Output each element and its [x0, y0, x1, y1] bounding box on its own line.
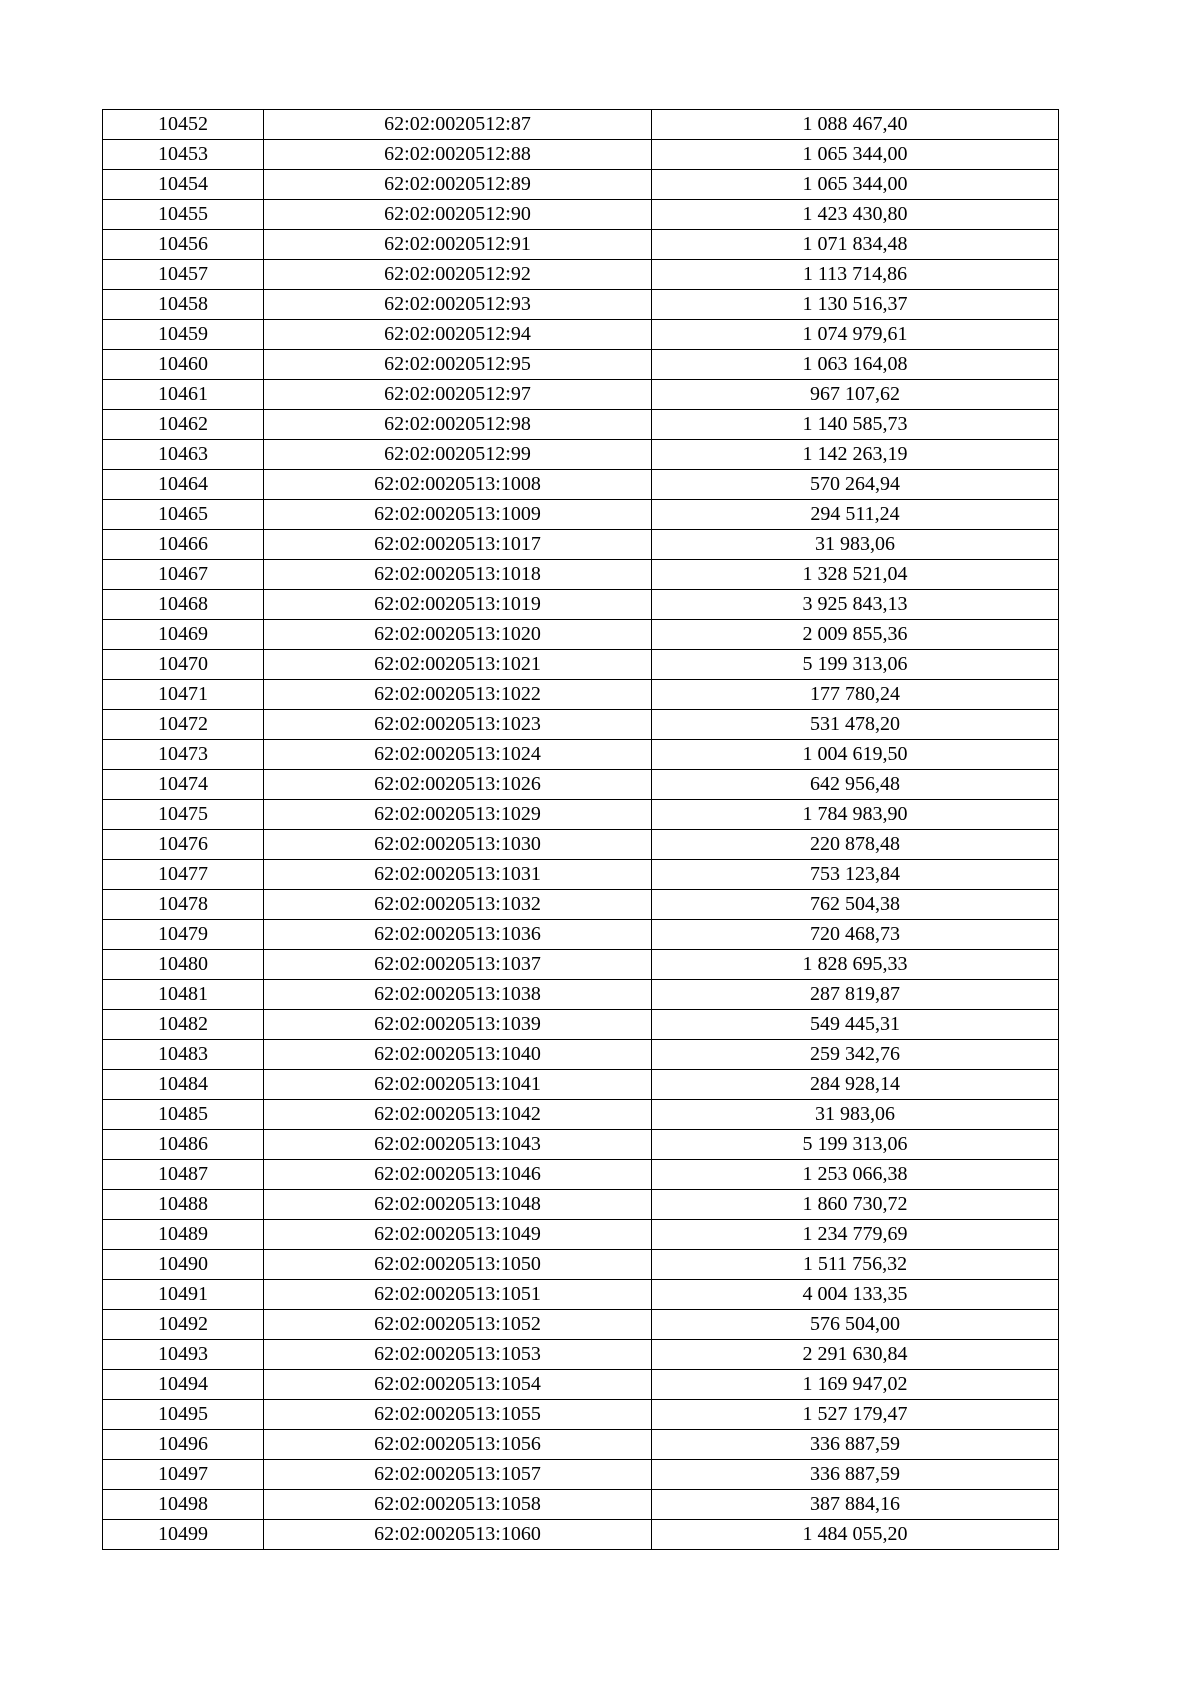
cadastral-value-cell: 1 065 344,00: [652, 170, 1059, 200]
table-row: [103, 1160, 1059, 1190]
cadastral-value-cell: 967 107,62: [652, 380, 1059, 410]
cadastral-value-cell: 1 004 619,50: [652, 740, 1059, 770]
table-row: [103, 1310, 1059, 1340]
table-row: [103, 1250, 1059, 1280]
table-row: [103, 740, 1059, 770]
cadastral-number-cell: 62:02:0020513:1043: [264, 1130, 652, 1160]
row-number-cell: 10468: [103, 590, 264, 620]
table-row: [103, 350, 1059, 380]
cadastral-number-cell: 62:02:0020512:91: [264, 230, 652, 260]
row-number-cell: 10492: [103, 1310, 264, 1340]
cadastral-value-cell: 762 504,38: [652, 890, 1059, 920]
cadastral-value-cell: 259 342,76: [652, 1040, 1059, 1070]
table-row: [103, 1520, 1059, 1550]
row-number-cell: 10494: [103, 1370, 264, 1400]
row-number-cell: 10497: [103, 1460, 264, 1490]
table-row: [103, 980, 1059, 1010]
cadastral-number-cell: 62:02:0020513:1052: [264, 1310, 652, 1340]
cadastral-value-cell: 1 234 779,69: [652, 1220, 1059, 1250]
cadastral-number-cell: 62:02:0020513:1036: [264, 920, 652, 950]
cadastral-number-cell: 62:02:0020513:1030: [264, 830, 652, 860]
row-number-cell: 10464: [103, 470, 264, 500]
table-row: [103, 1430, 1059, 1460]
cadastral-number-cell: 62:02:0020512:92: [264, 260, 652, 290]
table-row: [103, 1190, 1059, 1220]
row-number-cell: 10477: [103, 860, 264, 890]
cadastral-number-cell: 62:02:0020513:1041: [264, 1070, 652, 1100]
cadastral-number-cell: 62:02:0020513:1009: [264, 500, 652, 530]
cadastral-value-cell: 753 123,84: [652, 860, 1059, 890]
table-row: [103, 620, 1059, 650]
row-number-cell: 10454: [103, 170, 264, 200]
cadastral-number-cell: 62:02:0020513:1053: [264, 1340, 652, 1370]
cadastral-number-cell: 62:02:0020513:1023: [264, 710, 652, 740]
table-row: [103, 890, 1059, 920]
table-row: [103, 800, 1059, 830]
row-number-cell: 10469: [103, 620, 264, 650]
table-row: [103, 650, 1059, 680]
cadastral-number-cell: 62:02:0020513:1038: [264, 980, 652, 1010]
cadastral-value-cell: 1 511 756,32: [652, 1250, 1059, 1280]
cadastral-number-cell: 62:02:0020513:1024: [264, 740, 652, 770]
cadastral-number-cell: 62:02:0020513:1029: [264, 800, 652, 830]
cadastral-number-cell: 62:02:0020513:1040: [264, 1040, 652, 1070]
table-row: [103, 860, 1059, 890]
table-row: [103, 1100, 1059, 1130]
row-number-cell: 10481: [103, 980, 264, 1010]
cadastral-value-cell: 1 423 430,80: [652, 200, 1059, 230]
row-number-cell: 10456: [103, 230, 264, 260]
row-number-cell: 10490: [103, 1250, 264, 1280]
row-number-cell: 10461: [103, 380, 264, 410]
table-row: [103, 770, 1059, 800]
cadastral-value-cell: 1 527 179,47: [652, 1400, 1059, 1430]
cadastral-value-cell: 1 130 516,37: [652, 290, 1059, 320]
table-row: [103, 170, 1059, 200]
row-number-cell: 10499: [103, 1520, 264, 1550]
row-number-cell: 10457: [103, 260, 264, 290]
table-row: [103, 260, 1059, 290]
row-number-cell: 10458: [103, 290, 264, 320]
cadastral-number-cell: 62:02:0020513:1017: [264, 530, 652, 560]
table-row: [103, 470, 1059, 500]
cadastral-number-cell: 62:02:0020513:1037: [264, 950, 652, 980]
row-number-cell: 10466: [103, 530, 264, 560]
row-number-cell: 10491: [103, 1280, 264, 1310]
cadastral-value-cell: 642 956,48: [652, 770, 1059, 800]
cadastral-number-cell: 62:02:0020513:1057: [264, 1460, 652, 1490]
row-number-cell: 10493: [103, 1340, 264, 1370]
cadastral-number-cell: 62:02:0020513:1039: [264, 1010, 652, 1040]
cadastral-number-cell: 62:02:0020512:87: [264, 110, 652, 140]
cadastral-value-cell: 5 199 313,06: [652, 650, 1059, 680]
table-body: [103, 110, 1059, 1550]
table-row: [103, 500, 1059, 530]
cadastral-value-cell: 177 780,24: [652, 680, 1059, 710]
row-number-cell: 10471: [103, 680, 264, 710]
table-row: [103, 950, 1059, 980]
cadastral-value-cell: 576 504,00: [652, 1310, 1059, 1340]
cadastral-value-cell: 2 009 855,36: [652, 620, 1059, 650]
row-number-cell: 10478: [103, 890, 264, 920]
cadastral-value-cell: 570 264,94: [652, 470, 1059, 500]
cadastral-value-cell: 4 004 133,35: [652, 1280, 1059, 1310]
row-number-cell: 10460: [103, 350, 264, 380]
table-row: [103, 560, 1059, 590]
cadastral-number-cell: 62:02:0020513:1056: [264, 1430, 652, 1460]
row-number-cell: 10495: [103, 1400, 264, 1430]
cadastral-value-cell: 1 253 066,38: [652, 1160, 1059, 1190]
cadastral-value-cell: 720 468,73: [652, 920, 1059, 950]
row-number-cell: 10480: [103, 950, 264, 980]
cadastral-value-cell: 1 484 055,20: [652, 1520, 1059, 1550]
cadastral-number-cell: 62:02:0020512:90: [264, 200, 652, 230]
cadastral-number-cell: 62:02:0020512:95: [264, 350, 652, 380]
table-row: [103, 410, 1059, 440]
table-row: [103, 1070, 1059, 1100]
table-row: [103, 1220, 1059, 1250]
row-number-cell: 10473: [103, 740, 264, 770]
cadastral-value-cell: 1 065 344,00: [652, 140, 1059, 170]
table-row: [103, 200, 1059, 230]
cadastral-number-cell: 62:02:0020513:1055: [264, 1400, 652, 1430]
table-row: [103, 590, 1059, 620]
cadastral-number-cell: 62:02:0020513:1031: [264, 860, 652, 890]
cadastral-number-cell: 62:02:0020512:93: [264, 290, 652, 320]
table-row: [103, 530, 1059, 560]
cadastral-value-cell: 1 074 979,61: [652, 320, 1059, 350]
cadastral-value-cell: 1 140 585,73: [652, 410, 1059, 440]
table-row: [103, 1010, 1059, 1040]
cadastral-number-cell: 62:02:0020513:1051: [264, 1280, 652, 1310]
row-number-cell: 10476: [103, 830, 264, 860]
table-row: [103, 380, 1059, 410]
cadastral-value-table: [102, 109, 1059, 1550]
table-row: [103, 710, 1059, 740]
row-number-cell: 10489: [103, 1220, 264, 1250]
cadastral-number-cell: 62:02:0020513:1026: [264, 770, 652, 800]
cadastral-value-cell: 1 860 730,72: [652, 1190, 1059, 1220]
cadastral-number-cell: 62:02:0020513:1008: [264, 470, 652, 500]
table-row: [103, 680, 1059, 710]
row-number-cell: 10452: [103, 110, 264, 140]
cadastral-value-cell: 336 887,59: [652, 1430, 1059, 1460]
table-row: [103, 1490, 1059, 1520]
row-number-cell: 10488: [103, 1190, 264, 1220]
table-row: [103, 1130, 1059, 1160]
cadastral-number-cell: 62:02:0020513:1050: [264, 1250, 652, 1280]
cadastral-value-cell: 3 925 843,13: [652, 590, 1059, 620]
cadastral-number-cell: 62:02:0020512:94: [264, 320, 652, 350]
table-row: [103, 320, 1059, 350]
row-number-cell: 10462: [103, 410, 264, 440]
cadastral-number-cell: 62:02:0020513:1058: [264, 1490, 652, 1520]
cadastral-number-cell: 62:02:0020512:97: [264, 380, 652, 410]
row-number-cell: 10485: [103, 1100, 264, 1130]
cadastral-number-cell: 62:02:0020513:1060: [264, 1520, 652, 1550]
row-number-cell: 10484: [103, 1070, 264, 1100]
cadastral-value-cell: 1 113 714,86: [652, 260, 1059, 290]
row-number-cell: 10470: [103, 650, 264, 680]
cadastral-number-cell: 62:02:0020512:99: [264, 440, 652, 470]
cadastral-number-cell: 62:02:0020512:98: [264, 410, 652, 440]
cadastral-number-cell: 62:02:0020513:1048: [264, 1190, 652, 1220]
cadastral-number-cell: 62:02:0020513:1021: [264, 650, 652, 680]
row-number-cell: 10472: [103, 710, 264, 740]
row-number-cell: 10463: [103, 440, 264, 470]
table-row: [103, 920, 1059, 950]
cadastral-value-cell: 2 291 630,84: [652, 1340, 1059, 1370]
row-number-cell: 10483: [103, 1040, 264, 1070]
cadastral-number-cell: 62:02:0020513:1054: [264, 1370, 652, 1400]
row-number-cell: 10486: [103, 1130, 264, 1160]
cadastral-number-cell: 62:02:0020513:1046: [264, 1160, 652, 1190]
cadastral-value-cell: 1 828 695,33: [652, 950, 1059, 980]
row-number-cell: 10496: [103, 1430, 264, 1460]
cadastral-value-cell: 220 878,48: [652, 830, 1059, 860]
cadastral-number-cell: 62:02:0020513:1032: [264, 890, 652, 920]
table-row: [103, 1400, 1059, 1430]
row-number-cell: 10498: [103, 1490, 264, 1520]
cadastral-value-cell: 387 884,16: [652, 1490, 1059, 1520]
row-number-cell: 10453: [103, 140, 264, 170]
cadastral-number-cell: 62:02:0020513:1020: [264, 620, 652, 650]
row-number-cell: 10467: [103, 560, 264, 590]
cadastral-value-cell: 1 088 467,40: [652, 110, 1059, 140]
table-row: [103, 230, 1059, 260]
cadastral-value-cell: 31 983,06: [652, 530, 1059, 560]
table-row: [103, 1370, 1059, 1400]
row-number-cell: 10482: [103, 1010, 264, 1040]
cadastral-value-cell: 287 819,87: [652, 980, 1059, 1010]
table-row: [103, 290, 1059, 320]
table-row: [103, 830, 1059, 860]
cadastral-value-cell: 284 928,14: [652, 1070, 1059, 1100]
cadastral-value-cell: 31 983,06: [652, 1100, 1059, 1130]
cadastral-value-cell: 5 199 313,06: [652, 1130, 1059, 1160]
row-number-cell: 10474: [103, 770, 264, 800]
cadastral-value-cell: 549 445,31: [652, 1010, 1059, 1040]
table-row: [103, 1280, 1059, 1310]
cadastral-number-cell: 62:02:0020512:89: [264, 170, 652, 200]
row-number-cell: 10479: [103, 920, 264, 950]
row-number-cell: 10475: [103, 800, 264, 830]
row-number-cell: 10455: [103, 200, 264, 230]
cadastral-number-cell: 62:02:0020513:1049: [264, 1220, 652, 1250]
cadastral-value-cell: 1 328 521,04: [652, 560, 1059, 590]
cadastral-number-cell: 62:02:0020513:1018: [264, 560, 652, 590]
cadastral-value-cell: 1 784 983,90: [652, 800, 1059, 830]
cadastral-value-cell: 1 169 947,02: [652, 1370, 1059, 1400]
row-number-cell: 10465: [103, 500, 264, 530]
cadastral-value-cell: 1 063 164,08: [652, 350, 1059, 380]
cadastral-value-cell: 1 071 834,48: [652, 230, 1059, 260]
table-row: [103, 440, 1059, 470]
cadastral-value-cell: 294 511,24: [652, 500, 1059, 530]
table-row: [103, 140, 1059, 170]
table-row: [103, 1460, 1059, 1490]
table-row: [103, 110, 1059, 140]
row-number-cell: 10459: [103, 320, 264, 350]
row-number-cell: 10487: [103, 1160, 264, 1190]
table-row: [103, 1340, 1059, 1370]
cadastral-number-cell: 62:02:0020512:88: [264, 140, 652, 170]
cadastral-value-cell: 336 887,59: [652, 1460, 1059, 1490]
cadastral-number-cell: 62:02:0020513:1019: [264, 590, 652, 620]
table-row: [103, 1040, 1059, 1070]
cadastral-value-cell: 531 478,20: [652, 710, 1059, 740]
cadastral-value-cell: 1 142 263,19: [652, 440, 1059, 470]
cadastral-number-cell: 62:02:0020513:1042: [264, 1100, 652, 1130]
cadastral-number-cell: 62:02:0020513:1022: [264, 680, 652, 710]
